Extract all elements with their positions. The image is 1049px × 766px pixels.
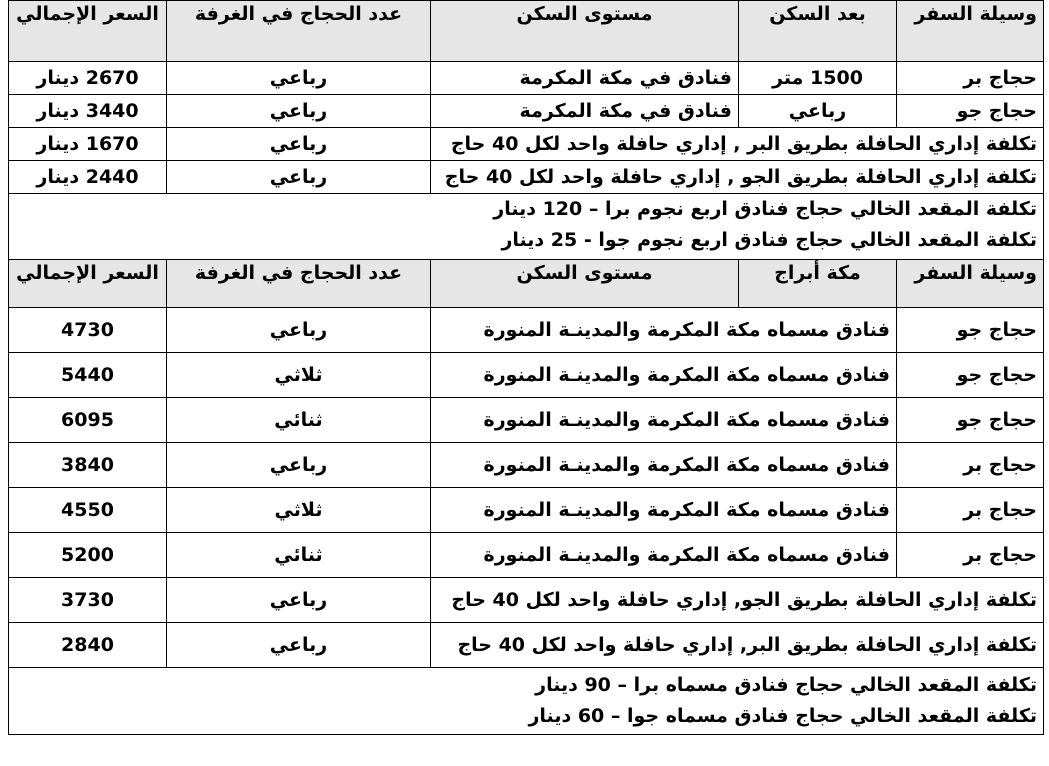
- level-cell: فنادق مسماه مكة المكرمة والمدينـة المنورة: [431, 488, 897, 533]
- distance-cell: رباعي: [739, 95, 897, 128]
- price-cell: 2840: [9, 623, 167, 668]
- notes-cell: [9, 194, 1044, 260]
- room-cell: رباعي: [167, 443, 431, 488]
- notes-cell: [9, 668, 1044, 735]
- header-distance: بعد السكن: [739, 1, 897, 62]
- distance-cell: 1500 متر: [739, 62, 897, 95]
- travel-cell: حجاج جو: [897, 398, 1044, 443]
- level-cell: فنادق مسماه مكة المكرمة والمدينـة المنورة: [431, 398, 897, 443]
- price-cell: 5440: [9, 353, 167, 398]
- admin-cell: تكلفة إداري الحافلة بطريق الجو, إداري حافلة واحد لكل 40 حاج: [431, 578, 1044, 623]
- travel-cell: حجاج جو: [897, 308, 1044, 353]
- travel-cell: حجاج بر: [897, 488, 1044, 533]
- notes-row: [9, 668, 1044, 735]
- price-cell: 5200: [9, 533, 167, 578]
- table-row: [9, 623, 1044, 668]
- admin-cell: تكلفة إداري الحافلة بطريق البر, إداري حافلة واحد لكل 40 حاج: [431, 623, 1044, 668]
- room-cell: رباعي: [167, 308, 431, 353]
- table-row: [9, 578, 1044, 623]
- table-row: [9, 353, 1044, 398]
- table-row: [9, 95, 1044, 128]
- price-cell: 3730: [9, 578, 167, 623]
- header-travel: وسيلة السفر: [897, 260, 1044, 308]
- note-line: تكلفة المقعد الخالي حجاج فنادق مسماه جوا – 60 دينار: [528, 705, 1037, 727]
- table-row: [9, 533, 1044, 578]
- travel-cell: حجاج بر: [897, 533, 1044, 578]
- room-cell: ثلاثي: [167, 488, 431, 533]
- table-row: [9, 62, 1044, 95]
- room-cell: رباعي: [167, 578, 431, 623]
- price-cell: 6095: [9, 398, 167, 443]
- table-row: [9, 488, 1044, 533]
- table-row: [9, 161, 1044, 194]
- room-cell: رباعي: [167, 161, 431, 194]
- travel-cell: حجاج بر: [897, 443, 1044, 488]
- price-cell: 3440 دينار: [9, 95, 167, 128]
- price-cell: 2440 دينار: [9, 161, 167, 194]
- notes-row: [9, 194, 1044, 260]
- level-cell: فنادق مسماه مكة المكرمة والمدينـة المنورة: [431, 353, 897, 398]
- header-level: مستوى السكن: [431, 1, 739, 62]
- level-cell: فنادق في مكة المكرمة: [431, 95, 739, 128]
- price-cell: 2670 دينار: [9, 62, 167, 95]
- travel-cell: حجاج جو: [897, 353, 1044, 398]
- admin-cell: تكلفة إداري الحافلة بطريق الجو , إداري حافلة واحد لكل 40 حاج: [431, 161, 1044, 194]
- price-cell: 1670 دينار: [9, 128, 167, 161]
- travel-cell: حجاج بر: [897, 62, 1044, 95]
- level-cell: فنادق مسماه مكة المكرمة والمدينـة المنورة: [431, 443, 897, 488]
- header-price: السعر الإجمالي: [9, 1, 167, 62]
- header-price: السعر الإجمالي: [9, 260, 167, 308]
- price-cell: 3840: [9, 443, 167, 488]
- room-cell: رباعي: [167, 623, 431, 668]
- header-towers: مكة أبراج: [739, 260, 897, 308]
- room-cell: ثنائي: [167, 398, 431, 443]
- note-line: تكلفة المقعد الخالي حجاج فنادق اربع نجوم برا – 120 دينار: [493, 198, 1037, 220]
- header-travel: وسيلة السفر: [897, 1, 1044, 62]
- header-room: عدد الحجاج في الغرفة: [167, 1, 431, 62]
- price-table: [8, 0, 1044, 735]
- room-cell: ثنائي: [167, 533, 431, 578]
- header-level: مستوى السكن: [431, 260, 739, 308]
- level-cell: فنادق مسماه مكة المكرمة والمدينـة المنورة: [431, 308, 897, 353]
- table1-header-row: [9, 1, 1044, 62]
- table-row: [9, 443, 1044, 488]
- header-room: عدد الحجاج في الغرفة: [167, 260, 431, 308]
- room-cell: رباعي: [167, 95, 431, 128]
- table-row: [9, 308, 1044, 353]
- note-line: تكلفة المقعد الخالي حجاج فنادق مسماه برا – 90 دينار: [535, 674, 1037, 696]
- table-row: [9, 398, 1044, 443]
- level-cell: فنادق مسماه مكة المكرمة والمدينـة المنورة: [431, 533, 897, 578]
- price-cell: 4550: [9, 488, 167, 533]
- room-cell: ثلاثي: [167, 353, 431, 398]
- room-cell: رباعي: [167, 62, 431, 95]
- travel-cell: حجاج جو: [897, 95, 1044, 128]
- level-cell: فنادق في مكة المكرمة: [431, 62, 739, 95]
- note-line: تكلفة المقعد الخالي حجاج فنادق اربع نجوم جوا - 25 دينار: [501, 229, 1037, 251]
- room-cell: رباعي: [167, 128, 431, 161]
- table-row: [9, 128, 1044, 161]
- admin-cell: تكلفة إداري الحافلة بطريق البر , إداري حافلة واحد لكل 40 حاج: [431, 128, 1044, 161]
- price-cell: 4730: [9, 308, 167, 353]
- table2-header-row: [9, 260, 1044, 308]
